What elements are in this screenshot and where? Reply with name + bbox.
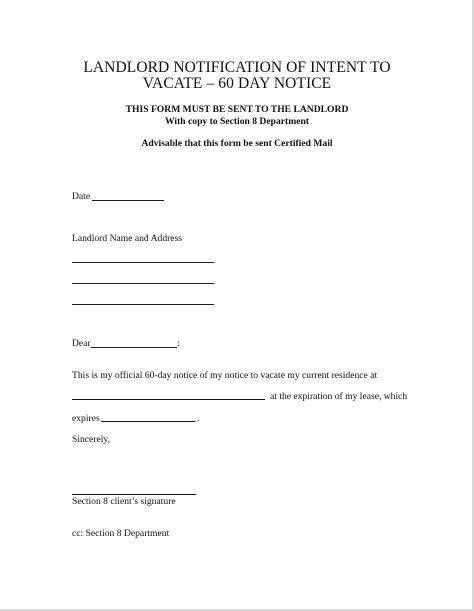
closing-sincerely: Sincerely, [72,434,111,445]
instruction-line-2: With copy to Section 8 Department [165,116,309,127]
salutation-colon: : [177,338,180,349]
form-title-line-2: VACATE – 60 DAY NOTICE [142,75,332,92]
landlord-address-line-1[interactable] [72,262,214,263]
lease-expiration-blank-line[interactable] [101,421,195,422]
landlord-name-address-label: Landlord Name and Address [72,233,183,244]
date-blank-line[interactable] [92,200,164,201]
landlord-address-line-3[interactable] [72,304,214,305]
landlord-address-line-2[interactable] [72,283,214,284]
expires-label: expires [72,413,100,424]
instruction-line-1: THIS FORM MUST BE SENT TO THE LANDLORD [125,104,349,115]
residence-address-blank-line[interactable] [72,399,265,400]
landlord-name-blank-line[interactable] [91,347,177,348]
notice-body-line-1: This is my official 60-day notice of my notice to vacate my current residence at [72,370,378,381]
certified-mail-advisory: Advisable that this form be sent Certified Mail [141,138,333,149]
form-title-line-1: LANDLORD NOTIFICATION OF INTENT TO [83,59,391,76]
expires-period: . [197,413,200,424]
cc-line: cc: Section 8 Department [72,528,170,539]
date-label: Date [72,191,91,202]
notice-body-line-2: at the expiration of my lease, which [270,391,408,402]
salutation-label: Dear [72,338,91,349]
signature-blank-line[interactable] [72,494,196,495]
signature-label: Section 8 client’s signature [72,496,176,507]
